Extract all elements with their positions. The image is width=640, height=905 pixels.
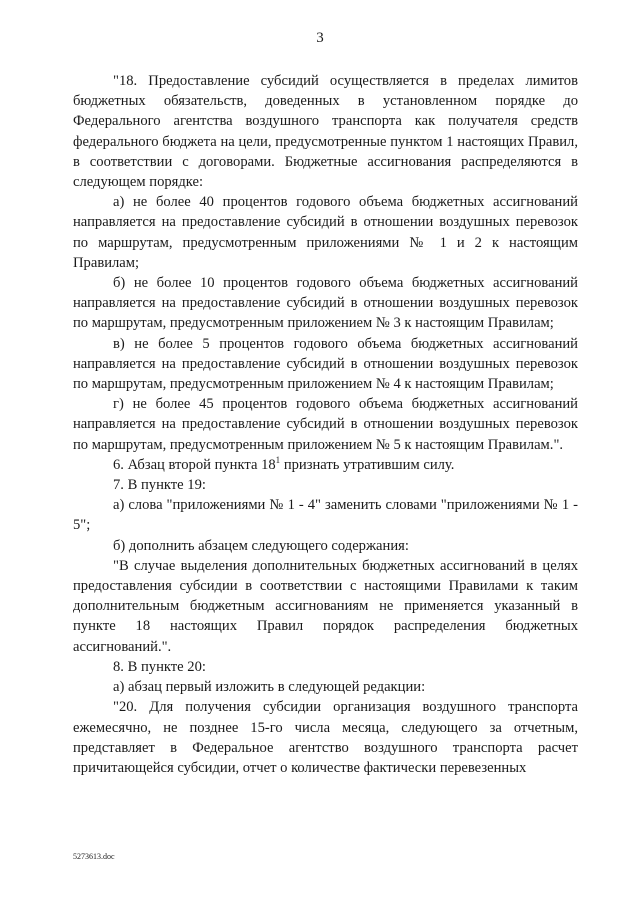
paragraph-6-text-end: признать утратившим силу. xyxy=(280,456,455,473)
paragraph-20: "20. Для получения субсидии организация воздушного транспорта ежемесячно, не позднее 15-го числа месяца, следующего за отчетным, представляет в Федеральное агентство воздушного транспорта расчет причитающейся субсидии, отчет о количестве фактически перевезенных xyxy=(73,699,578,776)
paragraph-7: 7. В пункте 19: xyxy=(113,477,206,494)
page-number: 3 xyxy=(316,30,324,46)
paragraph-6-text: 6. Абзац второй пункта 18 xyxy=(113,456,276,473)
paragraph-7-b-quote: "В случае выделения дополнительных бюджетных ассигнований в целях предоставления субсидии в соответствии с настоящими Правилами к таким дополнительным бюджетным ассигнованиям не применяется указанный в пункте 18 настоящих Правил порядок распределения бюджетных ассигнований.". xyxy=(73,557,578,655)
paragraph-7-a: а) слова "приложениями № 1 - 4" заменить словами "приложениями № 1 - 5"; xyxy=(73,497,578,534)
paragraph-8: 8. В пункте 20: xyxy=(113,658,206,675)
paragraph-8-a: а) абзац первый изложить в следующей редакции: xyxy=(113,679,426,696)
paragraph-6-superscript: 1 xyxy=(275,455,281,465)
file-name-footer: 5273613.doc xyxy=(73,852,115,861)
paragraph-7-b: б) дополнить абзацем следующего содержания: xyxy=(113,537,409,554)
paragraph-18-g: г) не более 45 процентов годового объема бюджетных ассигнований направляется на предоставление субсидий в отношении воздушных перевозок по маршрутам, предусмотренным приложением № 5 к настоящим Правилам.". xyxy=(73,396,578,453)
paragraph-18-b: б) не более 10 процентов годового объема бюджетных ассигнований направляется на предоставление субсидий в отношении воздушных перевозок по маршрутам, предусмотренным приложением № 3 к настоящим Правилам; xyxy=(73,275,578,332)
paragraph-18: "18. Предоставление субсидий осуществляется в пределах лимитов бюджетных обязательств, доведенных в установленном порядке до Федерального агентства воздушного транспорта как получателя средств федерального бюджета на цели, предусмотренные пунктом 1 настоящих Правил, в соответствии с договорами. Бюджетные ассигнования распределяются в следующем порядке: xyxy=(73,73,578,191)
paragraph-18-v: в) не более 5 процентов годового объема бюджетных ассигнований направляется на предоставление субсидий в отношении воздушных перевозок по маршрутам, предусмотренным приложением № 4 к настоящим Правилам; xyxy=(73,335,578,393)
document-body xyxy=(73,71,578,778)
paragraph-6 xyxy=(73,455,578,475)
paragraph-18-a: а) не более 40 процентов годового объема бюджетных ассигнований направляется на предоставление субсидий в отношении воздушных перевозок по маршрутам, предусмотренным приложениями № 1 и 2 к настоящим Правилам; xyxy=(73,194,578,271)
